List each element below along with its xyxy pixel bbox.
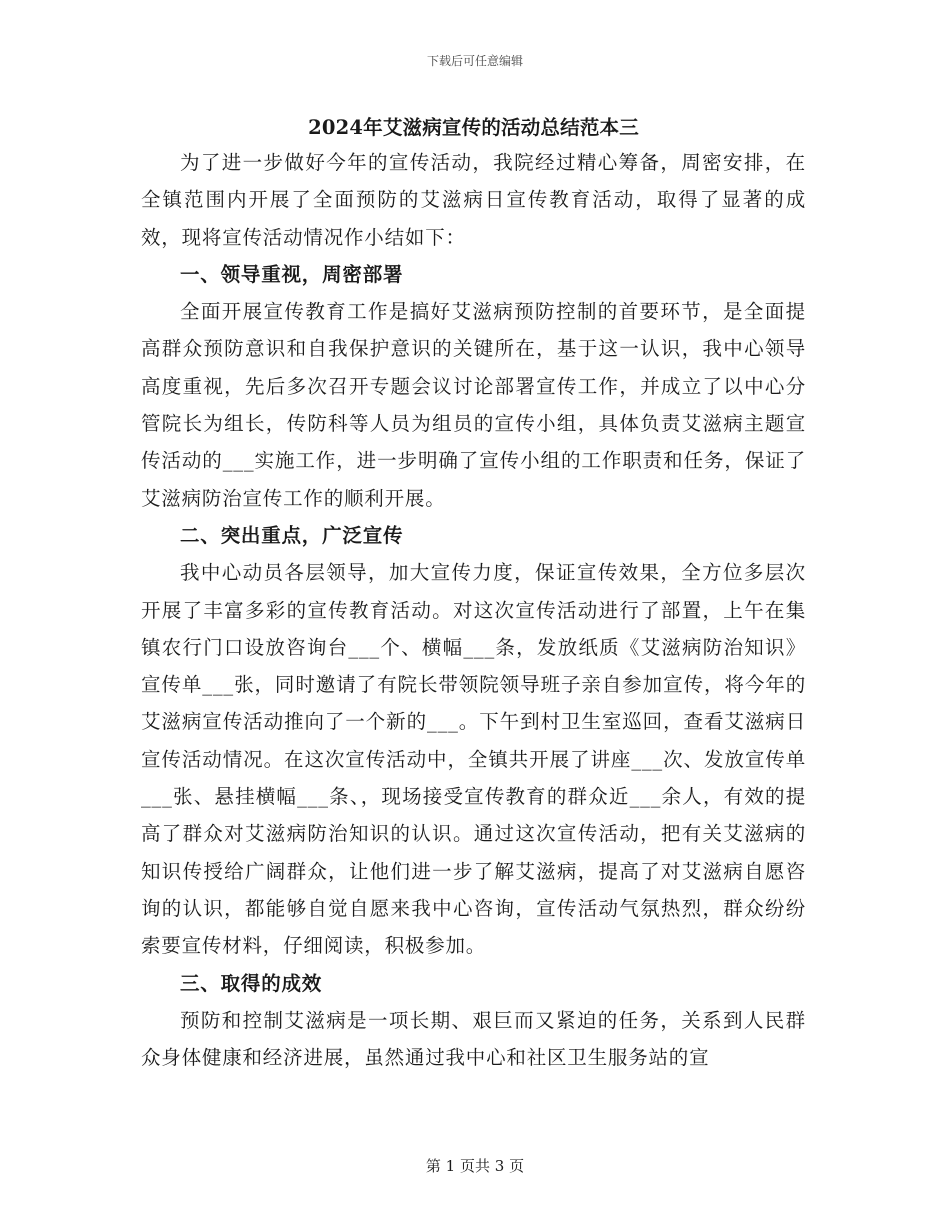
section-body-2: 我中心动员各层领导，加大宣传力度，保证宣传效果，全方位多层次开展了丰富多彩的宣传教育活动。对这次宣传活动进行了部置，上午在集镇农行门口设放咨询台___个、横幅___条，发放纸质《艾滋病防治知识》宣传单___张，同时邀请了有院长带领院领导班子亲自参加宣传，将今年的艾滋病宣传活动推向了一个新的___。下午到村卫生室巡回，查看艾滋病日宣传活动情况。在这次宣传活动中，全镇共开展了讲座___次、发放宣传单___张、悬挂横幅___条、，现场接受宣传教育的群众近___余人，有效的提高了群众对艾滋病防治知识的认识。通过这次宣传活动，把有关艾滋病的知识传授给广阔群众，让他们进一步了解艾滋病，提高了对艾滋病自愿咨询的认识，都能够自觉自愿来我中心咨询，宣传活动气氛热烈，群众纷纷索要宣传材料，仔细阅读，积极参加。 [141,561,806,958]
section-heading-3: 三、取得的成效 [180,971,323,995]
page-number: 第 1 页共 3 页 [425,1157,525,1175]
section-heading-2: 二、突出重点，广泛宣传 [180,523,404,547]
intro-paragraph: 为了进一步做好今年的宣传活动，我院经过精心筹备，周密安排，在全镇范围内开展了全面预防的艾滋病日宣传教育活动，取得了显著的成效，现将宣传活动情况作小结如下： [141,151,806,249]
section-body-1: 全面开展宣传教育工作是搞好艾滋病预防控制的首要环节，是全面提高群众预防意识和自我保护意识的关键所在，基于这一认识，我中心领导高度重视，先后多次召开专题会议讨论部署宣传工作，并成立了以中心分管院长为组长，传防科等人员为组员的宣传小组，具体负责艾滋病主题宣传活动的___实施工作，进一步明确了宣传小组的工作职责和任务，保证了艾滋病防治宣传工作的顺利开展。 [141,300,806,510]
section-heading-1: 一、领导重视，周密部署 [180,262,404,286]
document-title: 2024年艾滋病宣传的活动总结范本三 [308,116,639,139]
document-body [141,112,806,1076]
section-body-3: 预防和控制艾滋病是一项长期、艰巨而又紧迫的任务，关系到人民群众身体健康和经济进展，虽然通过我中心和社区卫生服务站的宣 [141,1008,806,1070]
page-header-note: 下载后可任意编辑 [426,54,523,68]
